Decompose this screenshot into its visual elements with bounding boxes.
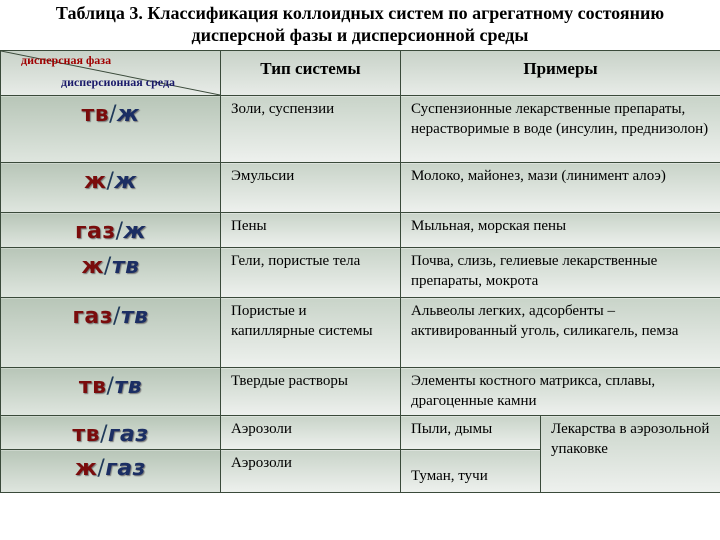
medium-label: ж [123,219,146,244]
table-row [1,416,720,450]
examples-cell: Почва, слизь, гелиевые лекарственные препараты, мокрота [401,248,720,298]
medium-label: ж [117,102,140,127]
medium-label: тв [120,304,149,329]
examples-cell: Элементы костного матрикса, сплавы, драгоценные камни [401,368,720,416]
corner-phase-label: дисперсная фаза [21,53,112,67]
system-pair-cell: газ/ж [1,213,221,248]
header-row [1,51,720,96]
examples-cell: Пыли, дымы [401,416,541,450]
phase-label: тв [72,422,101,447]
medium-label: тв [114,374,143,399]
system-type-cell: Пены [221,213,401,248]
table-row [1,248,720,298]
examples-cell: Суспензионные лекарственные препараты, нерастворимые в воде (инсулин, преднизолон) [401,96,720,163]
examples-shared-cell: Лекарства в аэрозольной упаковке [541,416,720,493]
classification-table [0,50,720,493]
system-type-cell: Аэрозоли [221,450,401,493]
table-row [1,213,720,248]
phase-label: газ [72,304,113,329]
table-row [1,368,720,416]
examples-cell: Альвеолы легких, адсорбенты – активированный уголь, силикагель, пемза [401,298,720,368]
medium-label: тв [111,254,140,279]
system-pair-cell: тв/ж [1,96,221,163]
examples-cell: Молоко, майонез, мази (линимент алоэ) [401,163,720,213]
medium-label: ж [114,169,137,194]
title-line-1: Таблица 3. Классификация коллоидных систем по агрегатному состоянию [55,3,665,23]
examples-cell: Мыльная, морская пены [401,213,720,248]
system-type-cell: Гели, пористые тела [221,248,401,298]
system-type-cell: Аэрозоли [221,416,401,450]
system-pair-cell: газ/тв [1,298,221,368]
system-type-cell: Твердые растворы [221,368,401,416]
table-row [1,96,720,163]
system-type-cell: Пористые и капиллярные системы [221,298,401,368]
system-pair-cell: ж/газ [1,450,221,493]
system-pair-cell: тв/газ [1,416,221,450]
system-type-cell: Золи, суспензии [221,96,401,163]
medium-label: газ [105,456,146,481]
phase-label: ж [84,169,107,194]
page-title [0,0,720,46]
header-examples: Примеры [401,51,720,96]
system-pair-cell: ж/ж [1,163,221,213]
phase-label: ж [75,456,98,481]
header-type: Тип системы [221,51,401,96]
phase-label: тв [78,374,107,399]
examples-cell: Туман, тучи [401,450,541,493]
phase-label: ж [81,254,104,279]
title-line-2: дисперсной фазы и дисперсионной среды [191,25,529,45]
system-type-cell: Эмульсии [221,163,401,213]
system-pair-cell: тв/тв [1,368,221,416]
corner-medium-label: дисперсионная среда [61,75,176,89]
table-row [1,163,720,213]
header-corner-cell [1,51,221,96]
table-row [1,298,720,368]
phase-label: газ [75,219,116,244]
medium-label: газ [107,422,149,447]
phase-label: тв [81,102,110,127]
system-pair-cell: ж/тв [1,248,221,298]
